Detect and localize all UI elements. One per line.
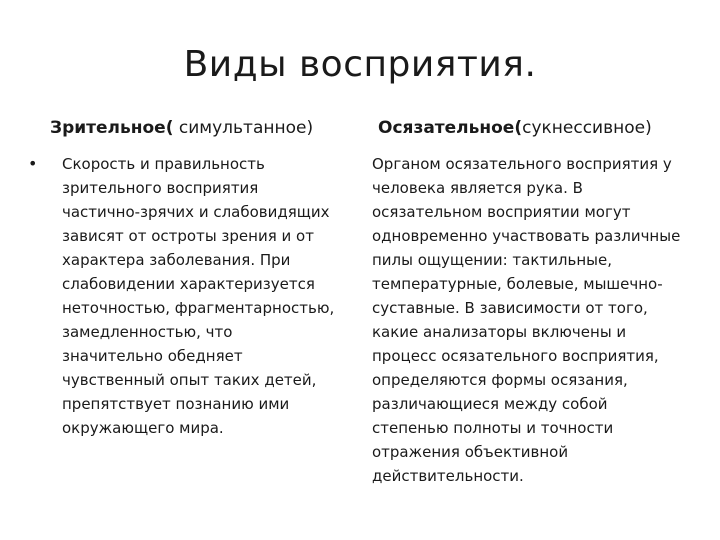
slide-title: Виды восприятия. — [183, 44, 537, 85]
right-heading-bold: Осязательное( — [378, 118, 523, 138]
left-heading-regular: симультанное) — [173, 118, 314, 138]
left-heading-bold: Зрительное( — [50, 118, 174, 138]
bullet-icon: • — [28, 154, 38, 173]
right-column-text: Органом осязательного восприятия у человека является рука. В осязательном восприятии могут одновременно участвовать различные пилы ощущении: тактильные, температурные, болевые, мышечно-суставные. В зависимости от того, какие анализаторы включены и процесс осязательного восприятия, определяются формы осязания, различающиеся между собой степенью полноты и точности отражения объективной действительности. — [372, 155, 681, 485]
right-column-heading — [378, 118, 652, 138]
left-column-heading — [50, 118, 313, 138]
right-heading-regular: сукнессивное) — [522, 118, 652, 138]
left-column-text: Скорость и правильность зрительного восприятия частично-зрячих и слабовидящих зависят от остроты зрения и от характера заболевания. При слабовидении характеризуется неточностью, фрагментарностью, замедленностью, что значительно обедняет чувственный опыт таких детей, препятствует познанию ими окружающего мира. — [62, 155, 335, 437]
left-column-body — [28, 152, 338, 440]
